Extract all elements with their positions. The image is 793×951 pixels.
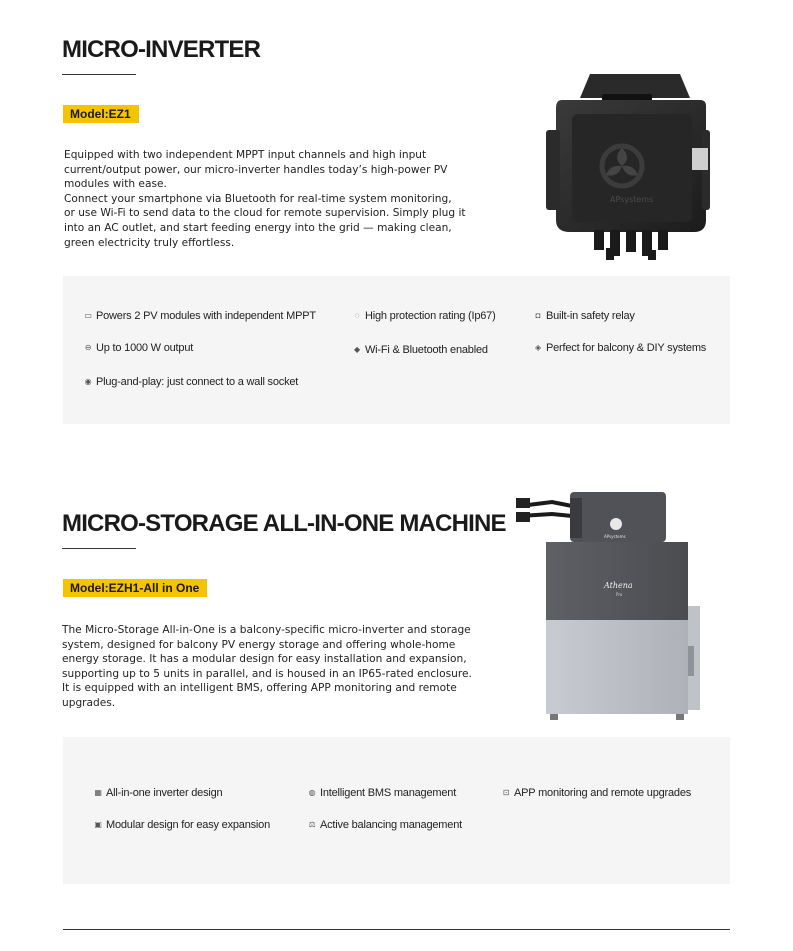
feature-item [308,787,456,799]
description-line: modules with ease. [64,178,167,191]
product-sub-text: Pro [616,592,623,597]
title-underline [62,74,136,75]
bottom-divider [63,929,730,930]
balance-icon: ⚖ [308,820,316,829]
shield-icon: ◌ [354,311,360,320]
feature-item [534,342,706,354]
description-line: energy storage. It has a modular design for easy installation and expansion, [62,653,467,666]
bms-icon: ◍ [308,788,316,797]
feature-item [308,819,462,831]
relay-icon: ◘ [535,311,541,320]
title-underline [62,548,136,549]
feature-panel [63,737,730,884]
feature-label: Active balancing management [320,819,462,831]
feature-label: Plug-and-play: just connect to a wall socket [96,376,299,388]
feature-label: Up to 1000 W output [96,342,194,354]
product-brand-text: APsystems [610,195,654,204]
description-line: system, designed for balcony PV energy storage and offering whole-home [62,638,456,651]
feature-item [502,787,691,799]
panel-icon: ▭ [84,311,92,320]
feature-item [94,787,222,799]
model-badge: Model:EZ1 [63,105,139,123]
section-title-micro-inverter: MICRO-INVERTER [62,36,261,63]
feature-label: Modular design for easy expansion [106,819,271,831]
description-line: Connect your smartphone via Bluetooth for real-time system monitoring, [64,192,452,205]
feature-label: Intelligent BMS management [320,787,457,799]
feature-item [84,342,193,354]
description-line: It is equipped with an intelligent BMS, offering APP monitoring and remote [62,682,457,695]
feature-label: Wi-Fi & Bluetooth enabled [365,344,488,356]
description-line: green electricity truly effortless. [64,236,235,249]
inverter-icon: ▦ [94,788,102,797]
storage-machine-image [512,488,712,723]
model-badge: Model:EZH1-All in One [63,579,207,597]
feature-label: Powers 2 PV modules with independent MPPT [96,310,316,322]
plug-icon: ◉ [84,377,92,386]
feature-item [353,344,488,356]
feature-item [84,310,316,322]
app-icon: ⊡ [502,788,510,797]
description-line: or use Wi-Fi to send data to the cloud for remote supervision. Simply plug it [64,207,466,220]
description-line: current/output power, our micro-inverter handles today’s high-power PV [64,163,448,176]
feature-label: Perfect for balcony & DIY systems [546,342,707,354]
description-line: Equipped with two independent MPPT input channels and high input [64,149,427,161]
feature-label: Built-in safety relay [546,310,635,322]
feature-item [94,819,270,831]
product-description [62,623,482,711]
micro-inverter-image [540,70,715,265]
feature-label: High protection rating (Ip67) [365,310,496,322]
wifi-icon: ◆ [354,345,360,354]
feature-item [84,376,298,388]
section-title-micro-storage: MICRO-STORAGE ALL-IN-ONE MACHINE [62,510,506,537]
product-name-text: Athena [604,581,633,590]
product-description [64,148,484,250]
feature-item [353,310,496,322]
feature-label: All-in-one inverter design [106,787,223,799]
description-line: upgrades. [62,696,116,709]
feature-label: APP monitoring and remote upgrades [514,787,692,799]
product-brand-text: APsystems [604,534,626,539]
description-line: The Micro-Storage All-in-One is a balcony-specific micro-inverter and storage [62,624,471,636]
feature-item [534,310,635,322]
power-icon: ⊖ [84,343,92,352]
description-line: into an AC outlet, and start feeding energy into the grid — making clean, [64,221,452,234]
module-icon: ▣ [94,820,102,829]
balcony-icon: ◈ [535,343,541,352]
description-line: supporting up to 5 units in parallel, and is housed in an IP65-rated enclosure. [62,667,472,680]
